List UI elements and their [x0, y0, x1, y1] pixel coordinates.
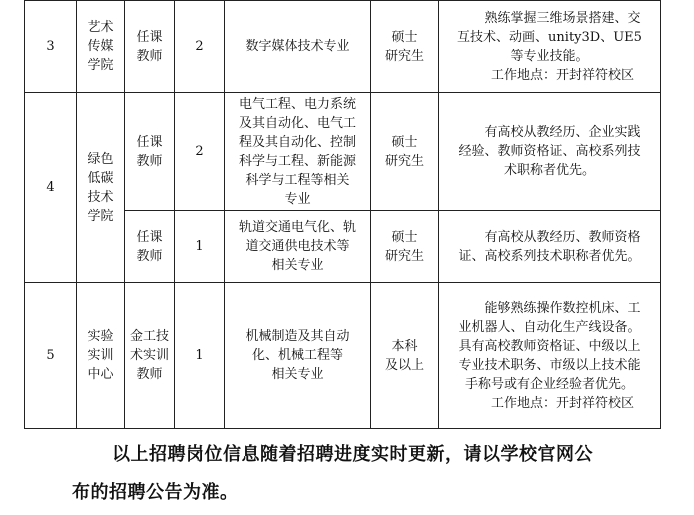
count-cell: 1 [175, 283, 225, 429]
table-row [25, 93, 661, 211]
requirements-cell: 有高校从教经历、教师资格 证、高校系列技术职称者优先。 [439, 211, 661, 283]
requirements-cell: 有高校从教经历、企业实践 经验、教师资格证、高校系列技 术职称者优先。 [439, 93, 661, 211]
row-number: 5 [25, 283, 77, 429]
college-cell: 实验 实训 中心 [77, 283, 125, 429]
position-cell: 金工技 术实训 教师 [125, 283, 175, 429]
college-cell: 绿色 低碳 技术 学院 [77, 93, 125, 283]
recruitment-table [24, 0, 661, 429]
position-cell: 任课 教师 [125, 1, 175, 93]
position-cell: 任课 教师 [125, 93, 175, 211]
major-cell: 机械制造及其自动 化、机械工程等 相关专业 [225, 283, 371, 429]
row-number: 4 [25, 93, 77, 283]
table-row [25, 283, 661, 429]
update-notice [40, 436, 690, 512]
degree-cell: 硕士 研究生 [371, 1, 439, 93]
major-cell: 轨道交通电气化、轨 道交通供电技术等 相关专业 [225, 211, 371, 283]
table-row [25, 1, 661, 93]
position-cell: 任课 教师 [125, 211, 175, 283]
notice-line-2: 布的招聘公告为准。 [72, 482, 239, 503]
degree-cell: 硕士 研究生 [371, 211, 439, 283]
requirements-cell: 能够熟练操作数控机床、工 业机器人、自动化生产线设备。 具有高校教师资格证、中级以上 专业技术职务、市级以上技术能 手称号或有企业经验者优先。 工作地点：开封祥符校区 [439, 283, 661, 429]
college-cell: 艺术 传媒 学院 [77, 1, 125, 93]
count-cell: 1 [175, 211, 225, 283]
major-cell: 数字媒体技术专业 [225, 1, 371, 93]
requirements-cell: 熟练掌握三维场景搭建、交 互技术、动画、unity3D、UE5 等专业技能。 工作地点：开封祥符校区 [439, 1, 661, 93]
degree-cell: 本科 及以上 [371, 283, 439, 429]
count-cell: 2 [175, 1, 225, 93]
major-cell: 电气工程、电力系统 及其自动化、电气工 程及其自动化、控制 科学与工程、新能源 科学与工程等相关 专业 [225, 93, 371, 211]
notice-line-1: 以上招聘岗位信息随着招聘进度实时更新，请以学校官网公 [112, 444, 593, 465]
row-number: 3 [25, 1, 77, 93]
degree-cell: 硕士 研究生 [371, 93, 439, 211]
count-cell: 2 [175, 93, 225, 211]
